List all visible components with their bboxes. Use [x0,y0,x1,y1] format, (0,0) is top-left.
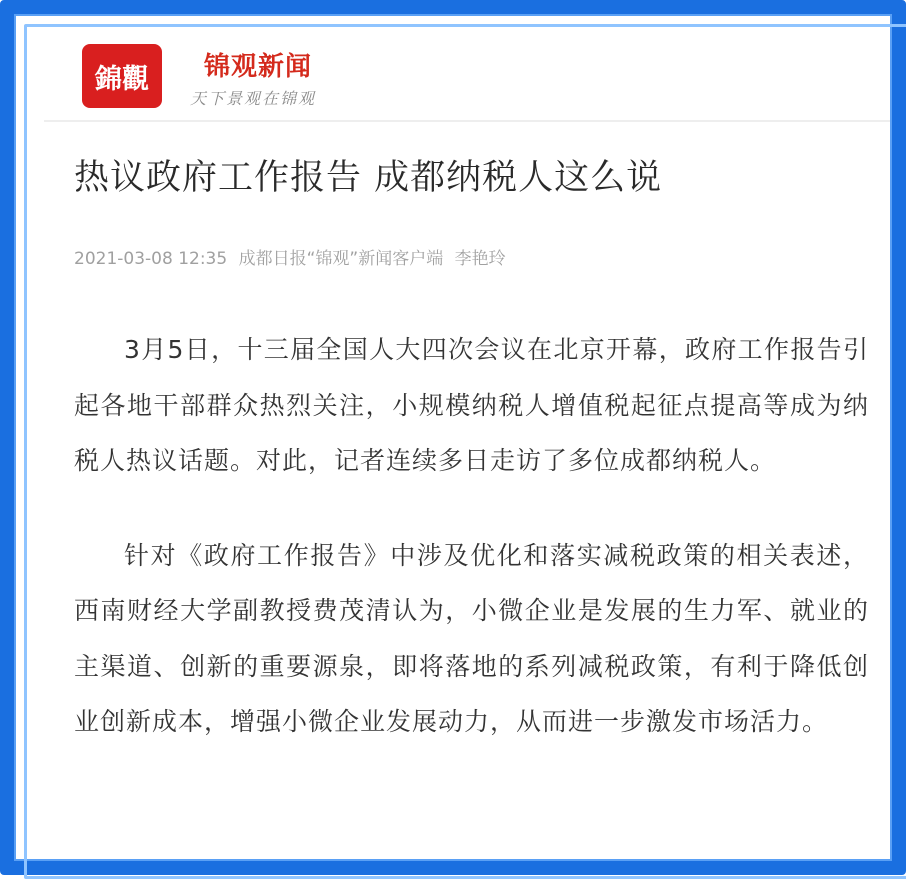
brand-slogan: 天下景观在锦观 [190,89,317,108]
article-title: 热议政府工作报告 成都纳税人这么说 [74,158,663,198]
publish-datetime: 2021-03-08 12:35 [74,249,228,269]
brand-name[interactable]: 锦观新闻 [204,52,313,82]
site-header [44,34,890,120]
article-body [74,322,869,750]
article-source: 成都日报“锦观”新闻客户端 [238,249,444,269]
logo-text: 錦觀 [95,63,149,95]
article-meta [74,244,512,269]
paragraph: 针对《政府工作报告》中涉及优化和落实减税政策的相关表述，西南财经大学副教授费茂清认为，小微企业是发展的生力军、就业的主渠道、创新的重要源泉，即将落地的系列减税政策，有利于降低创业创新成本，增强小微企业发展动力，从而进一步激发市场活力。 [74,540,869,736]
article-author: 李艳玲 [454,249,506,269]
brand-logo[interactable] [82,44,162,108]
paragraph: 3月5日，十三届全国人大四次会议在北京开幕，政府工作报告引起各地干部群众热烈关注，小规模纳税人增值税起征点提高等成为纳税人热议话题。对此，记者连续多日走访了多位成都纳税人。 [74,335,869,475]
header-divider [44,120,890,122]
